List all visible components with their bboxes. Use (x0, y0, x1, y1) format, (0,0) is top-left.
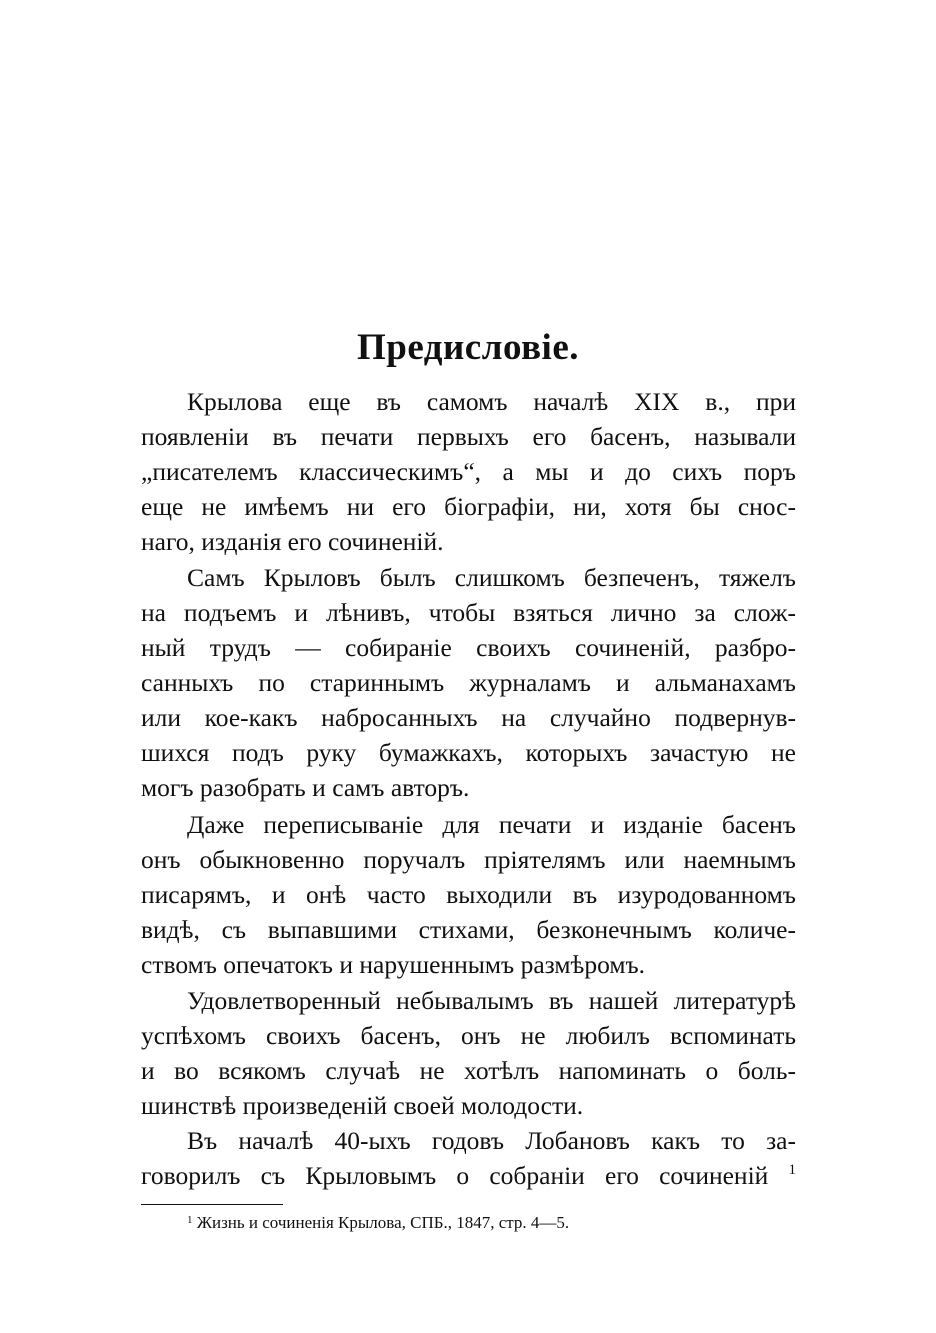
text-line: ный трудъ — собираніе своихъ сочиненій, разбро- (141, 633, 796, 662)
footnote-text: Жизнь и сочиненія Крылова, СПБ., 1847, стр. 4—5. (196, 1213, 570, 1232)
text-line-content: говорилъ съ Крыловымъ о собраніи его сочиненій (141, 1161, 769, 1190)
text-line: на подъемъ и лѣнивъ, чтобы взяться лично за слож- (141, 598, 796, 627)
text-line (141, 1159, 796, 1193)
text-line: появленіи въ печати первыхъ его басенъ, называли (141, 422, 796, 451)
text-line: или кое-какъ набросанныхъ на случайно подвернув- (141, 703, 796, 732)
footnote-divider (141, 1204, 283, 1205)
text-line: успѣхомъ своихъ басенъ, онъ не любилъ вспоминать (141, 1021, 796, 1050)
text-line: Даже переписываніе для печати и изданіе басенъ (187, 810, 796, 839)
text-line: шихся подъ руку бумажкахъ, которыхъ зачастую не (141, 738, 796, 767)
text-line: Удовлетворенный небывалымъ въ нашей литературѣ (187, 986, 796, 1015)
page-title: Предисловіе. (356, 327, 580, 368)
text-line: наго, изданія его сочиненій. (141, 527, 444, 556)
text-line: и во всякомъ случаѣ не хотѣлъ напоминать о боль- (141, 1056, 796, 1085)
text-line: ствомъ опечатокъ и нарушеннымъ размѣромъ. (141, 950, 646, 979)
text-line: „писателемъ классическимъ“, а мы и до сихъ поръ (141, 457, 796, 486)
footnote-reference: 1 (788, 1162, 797, 1178)
footnote-mark: 1 (187, 1214, 193, 1226)
text-line: онъ обыкновенно поручалъ пріятелямъ или наемнымъ (141, 845, 796, 874)
text-line: еще не имѣемъ ни его біографіи, ни, хотя бы снос- (141, 492, 796, 521)
footnote (187, 1211, 569, 1235)
text-line: могъ разобрать и самъ авторъ. (141, 773, 470, 802)
text-line: Крылова еще въ самомъ началѣ XIX в., при (187, 387, 796, 416)
text-line: Въ началѣ 40-ыхъ годовъ Лобановъ какъ то за- (187, 1126, 796, 1155)
text-line: санныхъ по стариннымъ журналамъ и альманахамъ (141, 668, 796, 697)
text-line: писарямъ, и онѣ часто выходили въ изуродованномъ (141, 880, 796, 909)
text-line: видѣ, съ выпавшими стихами, безконечнымъ количе- (141, 915, 796, 944)
text-line: Самъ Крыловъ былъ слишкомъ безпеченъ, тяжелъ (187, 563, 796, 592)
text-line: шинствѣ произведеній своей молодости. (141, 1091, 584, 1120)
